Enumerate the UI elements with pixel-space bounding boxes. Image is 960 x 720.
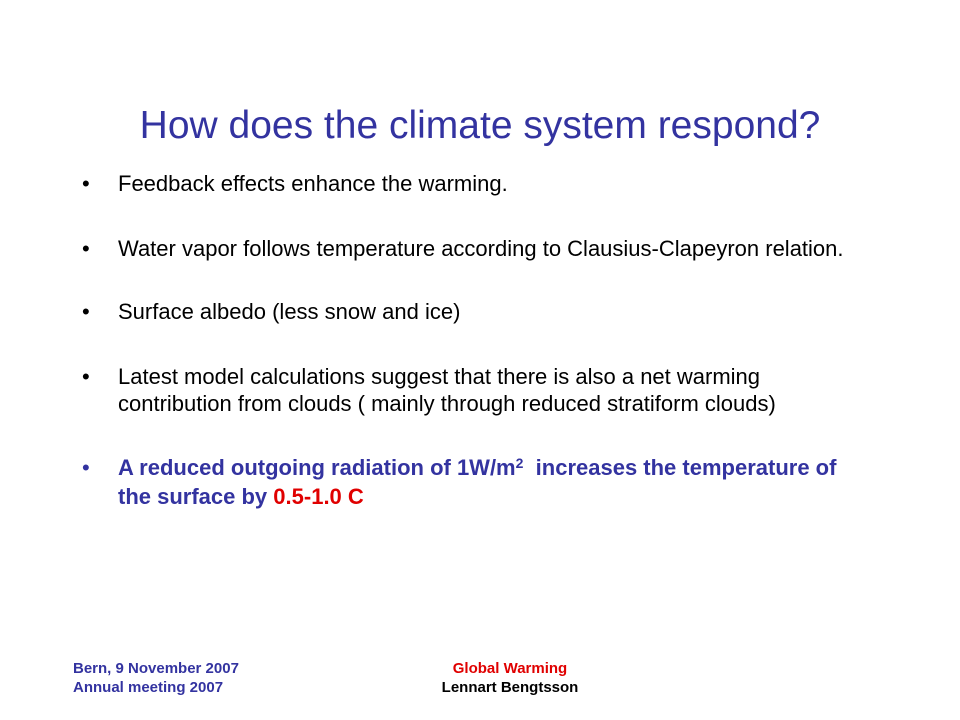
footer-author: Lennart Bengtsson bbox=[441, 679, 579, 696]
unit-superscript: 2 bbox=[515, 455, 524, 471]
bullet-text: Latest model calculations suggest that there is also a net warming contribution from clouds ( mainly through reduced stratiform clouds) bbox=[118, 364, 776, 416]
bullet-item bbox=[82, 170, 862, 197]
footer-left bbox=[73, 659, 239, 697]
bullet-dot: • bbox=[82, 299, 90, 324]
bullet-dot: • bbox=[82, 364, 90, 389]
bullet-text: Water vapor follows temperature according to Clausius-Clapeyron relation. bbox=[118, 236, 844, 261]
footer-date: Bern, 9 November 2007 bbox=[73, 660, 239, 677]
footer-topic: Global Warming bbox=[452, 660, 568, 677]
footer-meeting: Annual meeting 2007 bbox=[73, 679, 224, 696]
highlight-text-before: A reduced outgoing radiation of 1W/m bbox=[118, 455, 516, 480]
highlight-value: 0.5-1.0 C bbox=[273, 484, 364, 509]
bullet-item bbox=[82, 235, 862, 262]
highlight-bullet bbox=[82, 453, 862, 511]
bullet-list bbox=[82, 170, 862, 547]
footer-center bbox=[380, 659, 640, 697]
highlight-text-after: increases the temperature of the surface by bbox=[118, 455, 837, 509]
bullet-item bbox=[82, 298, 862, 325]
bullet-text: Surface albedo (less snow and ice) bbox=[118, 299, 461, 324]
bullet-dot: • bbox=[82, 236, 90, 261]
bullet-text: Feedback effects enhance the warming. bbox=[118, 171, 508, 196]
slide-title: How does the climate system respond? bbox=[139, 104, 821, 147]
highlight-text bbox=[118, 453, 862, 511]
bullet-dot: • bbox=[82, 171, 90, 196]
bullet-dot: • bbox=[82, 455, 90, 480]
bullet-item bbox=[82, 363, 862, 417]
